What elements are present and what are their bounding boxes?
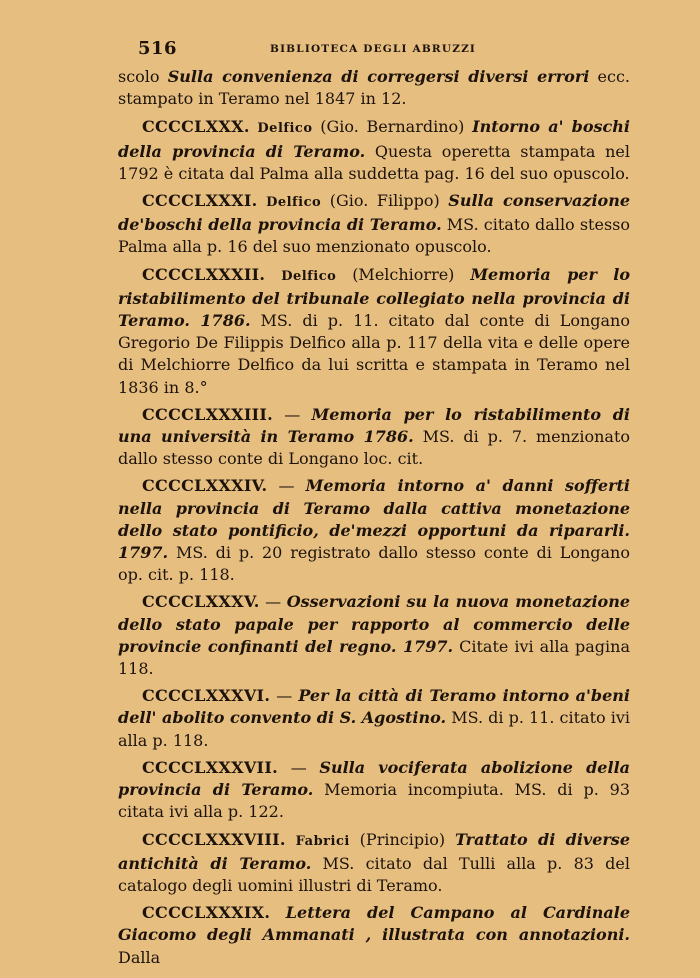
catalogue-entry [118,829,630,898]
entry-title: Sulla vociferata abolizione della provincia di Teramo. [118,757,631,800]
entry-number: CCCCLXXXIV. [142,476,268,496]
entry-text: MS. di p. 7. menzionato dallo stesso conte di Longano loc. cit. [118,427,631,469]
entry-text: Citate ivi alla pagina 118. [118,636,630,679]
entry-text [286,830,296,849]
entry-text: (Melchiorre) [336,264,471,284]
entry-title: Intorno a' boschi della provincia di Teramo. [118,117,630,161]
author-surname: Fabrici [295,833,350,849]
entry-number: CCCCLXXXVIII. [142,829,286,849]
entry-text: MS. di p. 20 registrato dallo stesso conte di Longano op. cit. p. 118. [118,543,630,585]
entry-text: MS. di p. 11. citato ivi alla p. 118. [118,708,630,750]
entry-number: CCCCLXXXI. [142,191,258,211]
entry-text [270,903,286,922]
catalogue-entry [118,685,630,752]
entry-text: Memoria incompiuta. MS. di p. 93 citata ivi alla p. 122. [118,780,630,822]
author-surname: Delfico [266,195,322,211]
author-surname: Delfico [257,121,313,137]
entry-title: Lettera del Campano al Cardinale Giacomo degli Ammanati , illustrata con annotazioni. [118,903,630,945]
entry-title: Sulla conservazione de'boschi della provincia di Teramo. [118,191,631,235]
running-title: BIBLIOTECA DEGLI ABRUZZI [270,43,477,55]
entry-title: Memoria intorno a' danni sofferti nella provincia di Teramo dalla cattiva monetazione dello stato pontificio, de'mezzi opportuni da ripararli. 1797. [118,476,631,563]
catalogue-entry [118,757,630,824]
page-body [118,66,630,974]
entry-number: CCCCLXXXIII. [142,404,274,424]
entry-number: CCCCLXXXII. [142,264,266,284]
author-surname: Delfico [281,268,337,284]
entry-title: Memoria per lo ristabilimento di una università in Teramo 1786. [118,404,630,447]
entry-text: ecc. stampato in Teramo nel 1847 in 12. [118,67,630,109]
entry-number: CCCCLXXXIX. [142,903,271,923]
entry-title: Osservazioni su la nuova monetazione dello stato papale per rapporto al commercio delle provincie confinanti del regno. 1797. [118,592,631,656]
entry-text: (Principio) [349,829,455,849]
catalogue-entry [118,190,630,259]
continued-paragraph [118,66,630,110]
entry-number: CCCCLXXX. [142,117,250,137]
entry-text: scolo [118,67,168,86]
catalogue-entry [118,902,630,969]
catalogue-entry [118,404,630,471]
entry-text: — [259,592,287,612]
entry-text: (Gio. Filippo) [321,191,449,211]
entry-number: CCCCLXXXVII. [142,757,278,777]
entry-text: MS. citato dallo stesso Palma alla p. 16 del suo menzionato opuscolo. [118,215,630,257]
entry-text: MS. di p. 11. citato dal conte di Longano Gregorio De Filippis Delfico alla p. 117 della vita e delle opere di Melchiorre Delfico da lui scritta e stampata in Teramo nel 1836 in 8.° [118,311,630,397]
entry-text: — [277,757,320,777]
page-header [0,38,700,62]
catalogue-entry [118,475,630,586]
entry-title: Memoria per lo ristabilimento del tribunale collegiato nella provincia di Teramo. 1786. [118,264,631,331]
entry-text: Questa operetta stampata nel 1792 è citata dal Palma alla suddetta pag. 16 del suo opuscolo. [118,141,631,183]
entry-text [265,265,281,284]
entry-text: — [270,686,299,706]
catalogue-entry [118,264,630,399]
entry-text [257,191,266,210]
entry-text: Dalla [118,947,161,967]
catalogue-entry [118,116,630,185]
entry-title: Per la città di Teramo intorno a'beni dell' abolito convento di S. Agostino. [118,686,630,728]
entry-title: Trattato di diverse antichità di Teramo. [118,829,630,873]
catalogue-entry [118,591,630,680]
entry-text: (Gio. Bernardino) [312,117,473,137]
entry-text: — [267,476,306,496]
entry-text: MS. citato dal Tulli alla p. 83 del catalogo degli uomini illustri di Teramo. [118,853,630,895]
entry-title: Sulla convenienza di corregersi diversi errori [167,67,590,86]
page-number: 516 [138,38,178,59]
entry-text: — [273,404,312,424]
entry-number: CCCCLXXXVI. [142,686,271,706]
entry-number: CCCCLXXXV. [142,592,260,612]
